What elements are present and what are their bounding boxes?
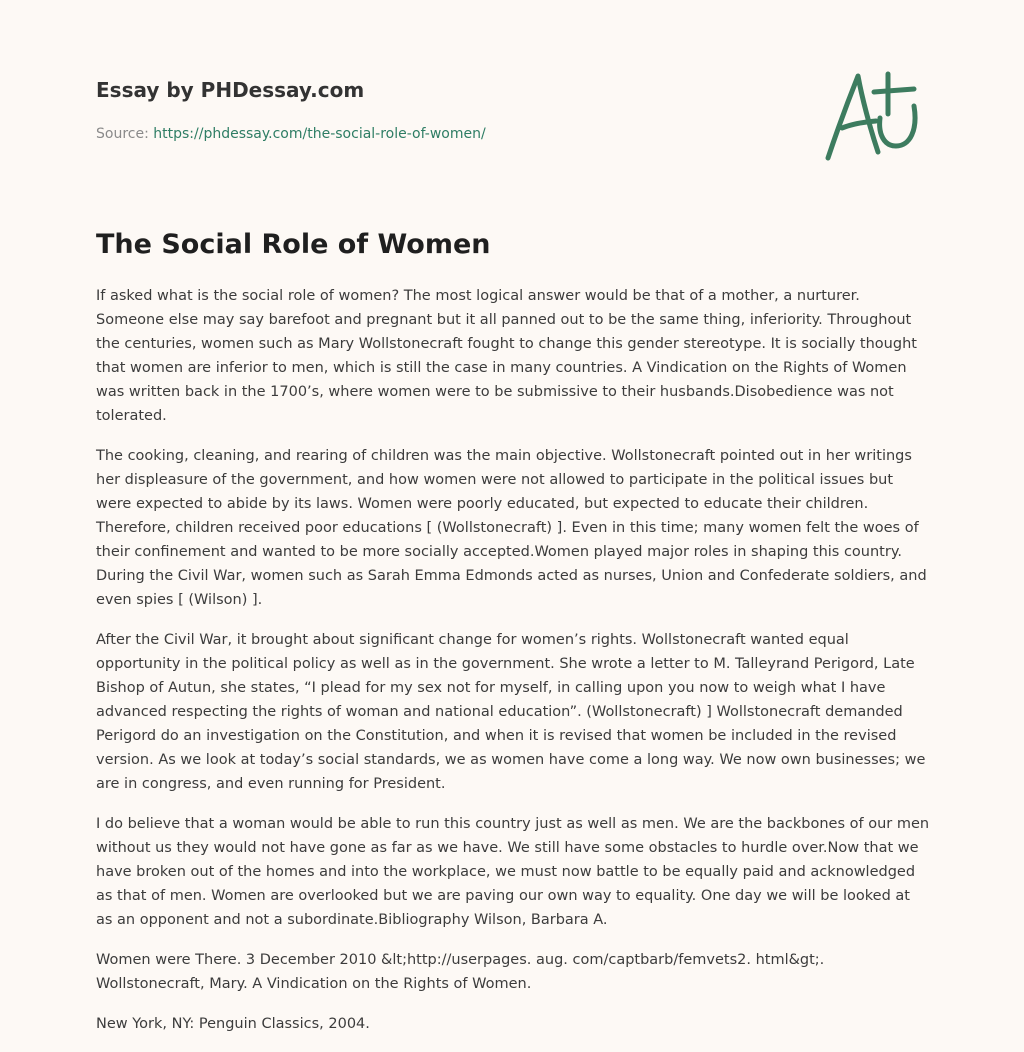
source-label: Source:	[96, 126, 154, 142]
bibliography-entry: Women were There. 3 December 2010 &lt;http://userpages. aug. com/captbarb/femvets2. html&gt;. Wollstonecraft, Mary. A Vindication on the Rights of Women.	[96, 952, 825, 992]
source-line	[96, 124, 486, 144]
essay-paragraph: I do believe that a woman would be able to run this country just as well as men. We are the backbones of our men without us they would not have gone as far as we have. We still have some obstacles to hurdle over.Now that we have broken out of the homes and into the workplace, we must now battle to be equally paid and acknowledged as that of men. Women are overlooked but we are paving our own way to equality. One day we will be looked at as an opponent and not a subordinate.Bibliography Wilson, Barbara A.	[96, 816, 930, 928]
bibliography-entry: New York, NY: Penguin Classics, 2004.	[96, 1016, 370, 1032]
essay-title: The Social Role of Women	[96, 229, 491, 260]
essay-paragraph: After the Civil War, it brought about significant change for women’s rights. Wollstonecraft wanted equal opportunity in the political policy as well as in the government. She wrote a letter to M. Talleyrand Perigord, Late Bishop of Autun, she states, “I plead for my sex not for myself, in calling upon you now to weigh what I have advanced respecting the rights of woman and national education”. (Wollstonecraft) ] Wollstonecraft demanded Perigord do an investigation on the Constitution, and when it is revised that women be included in the revised version. As we look at today’s social standards, we as women have come a long way. We now own businesses; we are in congress, and even running for President.	[96, 632, 926, 792]
a-plus-grade-icon	[818, 66, 930, 166]
essay-paragraph: The cooking, cleaning, and rearing of children was the main objective. Wollstonecraft pointed out in her writings her displeasure of the government, and how women were not allowed to participate in the political issues but were expected to abide by its laws. Women were poorly educated, but expected to educate their children. Therefore, children received poor educations [ (Wollstonecraft) ]. Even in this time; many women felt the woes of their confinement and wanted to be more socially accepted.Women played major roles in shaping this country. During the Civil War, women such as Sarah Emma Edmonds acted as nurses, Union and Confederate soldiers, and even spies [ (Wilson) ].	[96, 448, 927, 608]
site-title: Essay by PHDessay.com	[96, 78, 365, 102]
source-link[interactable]: https://phdessay.com/the-social-role-of-women/	[153, 126, 486, 142]
essay-paragraph: If asked what is the social role of women? The most logical answer would be that of a mother, a nurturer. Someone else may say barefoot and pregnant but it all panned out to be the same thing, inferiority. Throughout the centuries, women such as Mary Wollstonecraft fought to change this gender stereotype. It is socially thought that women are inferior to men, which is still the case in many countries. A Vindication on the Rights of Women was written back in the 1700’s, where women were to be submissive to their husbands.Disobedience was not tolerated.	[96, 288, 917, 424]
essay-body	[96, 284, 930, 1052]
